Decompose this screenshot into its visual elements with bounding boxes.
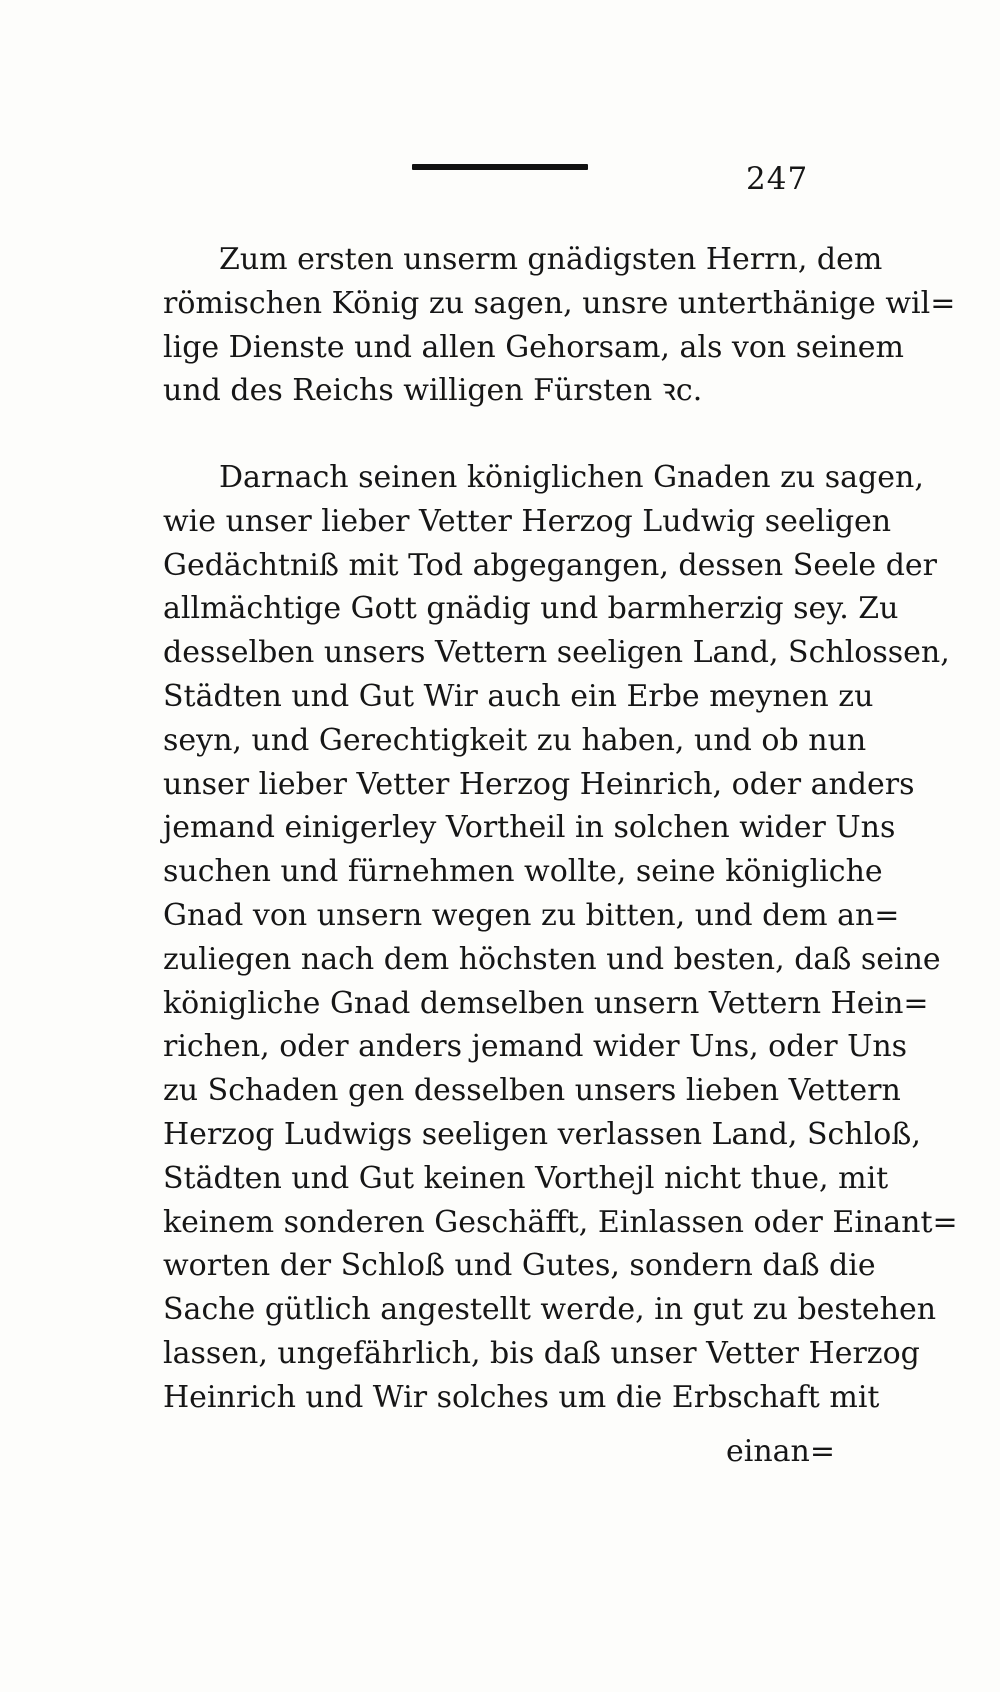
text-line: Zum ersten unserm gnädigsten Herrn, dem (219, 242, 883, 277)
text-line: zuliegen nach dem höchsten und besten, daß seine (163, 941, 941, 977)
text-line: Gnad von unsern wegen zu bitten, und dem an= (163, 897, 900, 933)
text-line: lassen, ungefährlich, bis daß unser Vetter Herzog (163, 1335, 920, 1371)
text-line: und des Reichs willigen Fürsten ꝛc. (163, 373, 703, 409)
text-line: königliche Gnad demselben unsern Vettern Hein= (163, 985, 929, 1021)
paragraph-2 (163, 456, 958, 1420)
text-line: seyn, und Gerechtigkeit zu haben, und ob nun (163, 722, 867, 758)
header-rule (412, 164, 588, 170)
text-line: richen, oder anders jemand wider Uns, oder Uns (163, 1029, 908, 1065)
text-line: Gedächtniß mit Tod abgegangen, dessen Seele der (163, 547, 938, 583)
text-line: zu Schaden gen desselben unsers lieben Vettern (163, 1073, 901, 1109)
text-line: Darnach seinen königlichen Gnaden zu sagen, (219, 460, 924, 495)
text-line: worten der Schloß und Gutes, sondern daß die (163, 1248, 876, 1284)
text-line: jemand einigerley Vortheil in solchen wider Uns (163, 810, 896, 846)
text-line: Herzog Ludwigs seeligen verlassen Land, Schloß, (163, 1116, 921, 1152)
text-line: wie unser lieber Vetter Herzog Ludwig seeligen (163, 503, 892, 539)
catchword: einan= (725, 1434, 835, 1469)
text-line: lige Dienste und allen Gehorsam, als von seinem (163, 329, 905, 365)
text-line: Sache gütlich angestellt werde, in gut zu bestehen (163, 1292, 937, 1328)
text-line: Städten und Gut keinen Vorthejl nicht thue, mit (163, 1160, 889, 1196)
text-line: allmächtige Gott gnädig und barmherzig sey. Zu (163, 591, 899, 627)
text-line: keinem sonderen Geschäfft, Einlassen oder Einant= (163, 1204, 958, 1240)
text-line: desselben unsers Vettern seeligen Land, Schlossen, (163, 635, 950, 671)
text-line: Heinrich und Wir solches um die Erbschaft mit (163, 1379, 880, 1415)
page-number: 247 (746, 161, 809, 197)
text-line: Städten und Gut Wir auch ein Erbe meynen zu (163, 678, 874, 714)
paragraph-1 (163, 238, 956, 413)
text-line: römischen König zu sagen, unsre unterthänige wil= (163, 285, 956, 321)
text-line: suchen und fürnehmen wollte, seine königliche (163, 854, 883, 890)
text-line: unser lieber Vetter Herzog Heinrich, oder anders (163, 766, 915, 802)
